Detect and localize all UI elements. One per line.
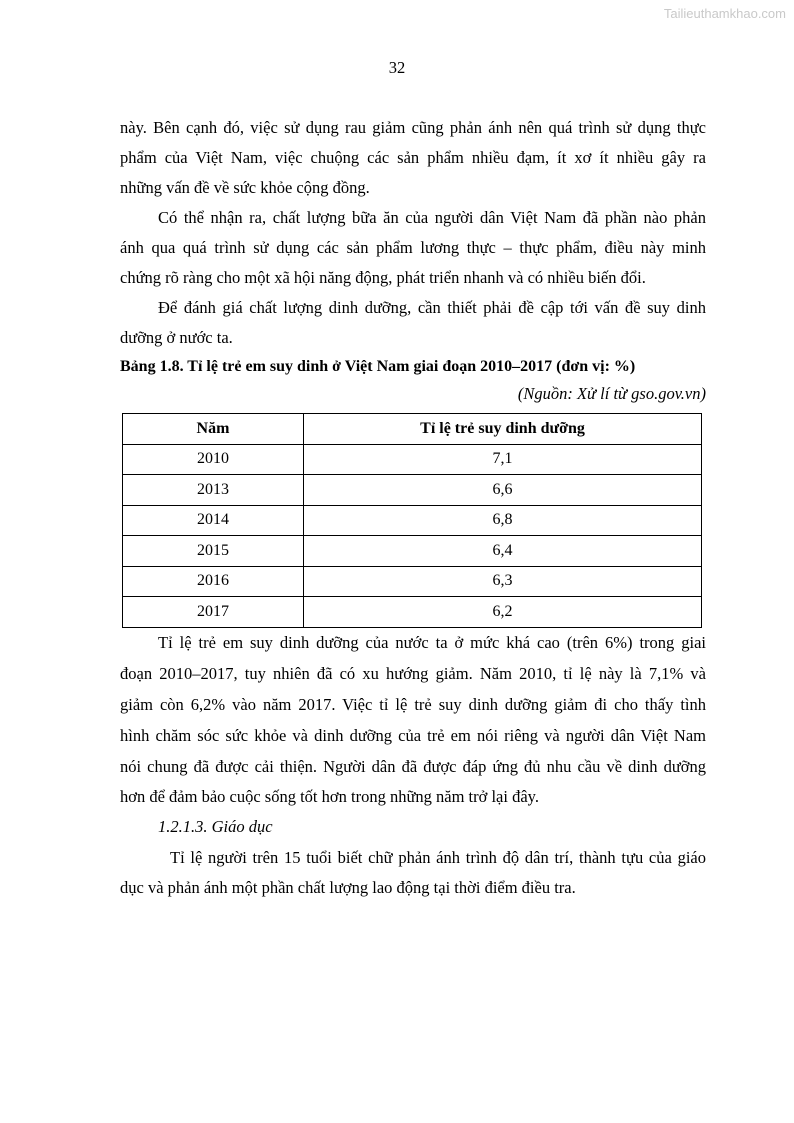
paragraph-line: Tỉ lệ trẻ em suy dinh dưỡng của nước ta ở mức khá cao (trên 6%) trong giai — [158, 633, 706, 652]
malnutrition-table — [122, 413, 702, 628]
paragraph-line: giảm còn 6,2% vào năm 2017. Việc tỉ lệ trẻ suy dinh dưỡng giảm đi cho thấy tình — [120, 695, 706, 714]
year-cell: 2017 — [123, 597, 304, 628]
year-cell: 2014 — [123, 505, 304, 536]
paragraph-line: Để đánh giá chất lượng dinh dưỡng, cần thiết phải đề cập tới vấn đề suy dinh — [158, 298, 706, 317]
table-row — [123, 566, 702, 597]
year-cell: 2015 — [123, 536, 304, 567]
paragraph-line: đoạn 2010–2017, tuy nhiên đã có xu hướng giảm. Năm 2010, tỉ lệ này là 7,1% và — [120, 664, 706, 683]
header-rate: Tỉ lệ trẻ suy dinh dưỡng — [304, 414, 702, 445]
table-row — [123, 536, 702, 567]
year-cell: 2010 — [123, 444, 304, 475]
paragraph-line: dục và phản ánh một phần chất lượng lao động tại thời điểm điều tra. — [120, 878, 576, 897]
paragraph-line: này. Bên cạnh đó, việc sử dụng rau giảm cũng phản ánh nên quá trình sử dụng thực — [120, 118, 706, 137]
table-caption: Bảng 1.8. Tỉ lệ trẻ em suy dinh ở Việt Nam giai đoạn 2010–2017 (đơn vị: %) — [120, 358, 636, 375]
paragraph-line: hình chăm sóc sức khỏe và dinh dưỡng của trẻ em nói riêng và người dân Việt Nam — [120, 726, 706, 745]
rate-cell: 6,6 — [304, 475, 702, 506]
page-number: 32 — [388, 58, 406, 77]
watermark: Tailieuthamkhao.com — [663, 6, 786, 21]
table-row — [123, 597, 702, 628]
year-cell: 2013 — [123, 475, 304, 506]
header-year: Năm — [123, 414, 304, 445]
paragraph-line: hơn để đảm bảo cuộc sống tốt hơn trong những năm trở lại đây. — [120, 787, 539, 806]
rate-cell: 6,8 — [304, 505, 702, 536]
rate-cell: 7,1 — [304, 444, 702, 475]
rate-cell: 6,2 — [304, 597, 702, 628]
section-heading: 1.2.1.3. Giáo dục — [158, 817, 273, 836]
rate-cell: 6,4 — [304, 536, 702, 567]
table-source: (Nguồn: Xử lí từ gso.gov.vn) — [517, 384, 706, 403]
table-header-row — [123, 414, 702, 445]
table-row — [123, 505, 702, 536]
year-cell: 2016 — [123, 566, 304, 597]
table-row — [123, 475, 702, 506]
paragraph-line: Có thể nhận ra, chất lượng bữa ăn của người dân Việt Nam đã phần nào phản — [158, 208, 706, 227]
paragraph-line: chứng rõ ràng cho một xã hội năng động, phát triển nhanh và có nhiều biến đổi. — [120, 268, 646, 287]
table-row — [123, 444, 702, 475]
paragraph-line: ánh qua quá trình sử dụng các sản phẩm lương thực – thực phẩm, điều này minh — [120, 238, 706, 257]
paragraph-line: phẩm của Việt Nam, việc chuộng các sản phẩm nhiều đạm, ít xơ ít nhiều gây ra — [120, 148, 706, 167]
rate-cell: 6,3 — [304, 566, 702, 597]
paragraph-line: những vấn đề về sức khỏe cộng đồng. — [120, 178, 370, 197]
paragraph-line: nói chung đã được cải thiện. Người dân đã được đáp ứng đủ nhu cầu về dinh dưỡng — [120, 757, 706, 776]
paragraph-line: Tỉ lệ người trên 15 tuổi biết chữ phản ánh trình độ dân trí, thành tựu của giáo — [170, 848, 706, 867]
paragraph-line: dưỡng ở nước ta. — [120, 328, 233, 347]
